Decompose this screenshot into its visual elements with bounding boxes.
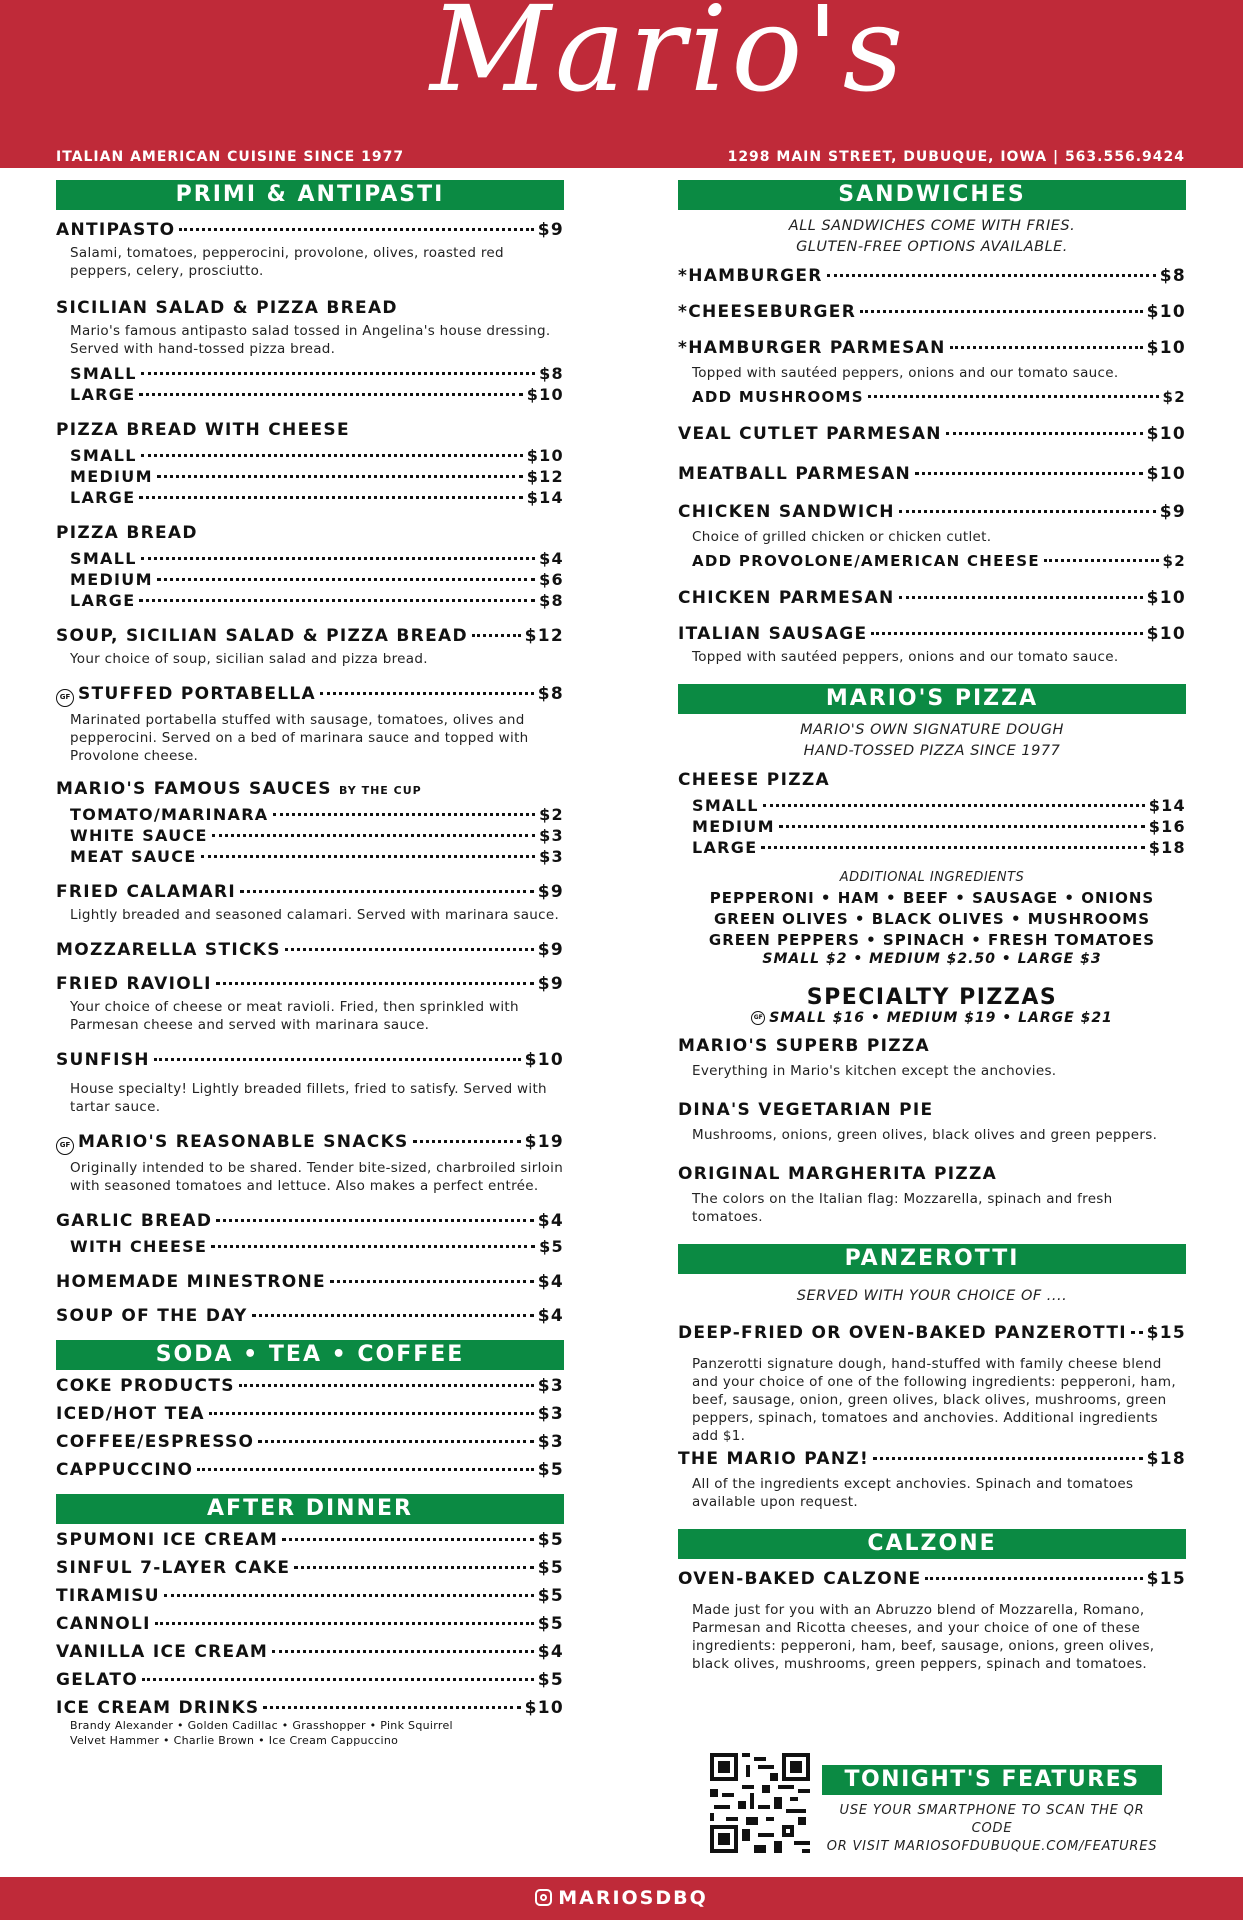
size-option: WHITE SAUCE $3 bbox=[70, 826, 564, 845]
section-primi-title: PRIMI & ANTIPASTI bbox=[56, 180, 564, 210]
item-description: Marinated portabella stuffed with sausage, tomatoes, olives and pepperocini. Served on a bed of marinara sauce and topped with Provolone cheese. bbox=[70, 712, 529, 764]
menu-item: CAPPUCCINO $5 bbox=[56, 1460, 564, 1480]
menu-item: SUNFISH $10 bbox=[56, 1050, 564, 1070]
gluten-free-icon: GF bbox=[56, 1137, 74, 1155]
menu-item: VEAL CUTLET PARMESAN $10 bbox=[678, 424, 1186, 444]
instagram-handle[interactable]: MARIOSDBQ bbox=[558, 1887, 708, 1909]
qr-code[interactable] bbox=[710, 1753, 810, 1853]
section-sandwiches-title: SANDWICHES bbox=[678, 180, 1186, 210]
section-note: SERVED WITH YOUR CHOICE OF .... bbox=[796, 1288, 1068, 1304]
menu-item: COFFEE/ESPRESSO $3 bbox=[56, 1432, 564, 1452]
menu-item-heading: MARIO'S FAMOUS SAUCES BY THE CUP bbox=[56, 779, 422, 799]
menu-item-heading: PIZZA BREAD bbox=[56, 523, 198, 543]
ingredients-list: GREEN PEPPERS • SPINACH • FRESH TOMATOES bbox=[708, 931, 1156, 949]
menu-item: SPUMONI ICE CREAM $5 bbox=[56, 1530, 564, 1550]
menu-item: *HAMBURGER PARMESAN $10 bbox=[678, 338, 1186, 358]
menu-item-heading: CHEESE PIZZA bbox=[678, 770, 830, 790]
size-option: MEDIUM $16 bbox=[692, 817, 1186, 836]
section-drinks-title: SODA • TEA • COFFEE bbox=[56, 1340, 564, 1370]
menu-item: COKE PRODUCTS $3 bbox=[56, 1376, 564, 1396]
menu-item-heading: DINA'S VEGETARIAN PIE bbox=[678, 1100, 934, 1120]
ice-cream-drinks-list: Brandy Alexander • Golden Cadillac • Grasshopper • Pink Squirrel bbox=[70, 1719, 453, 1732]
item-description: Topped with sautéed peppers, onions and our tomato sauce. bbox=[692, 649, 1119, 665]
menu-item: MOZZARELLA STICKS $9 bbox=[56, 940, 564, 960]
menu-item: SOUP, SICILIAN SALAD & PIZZA BREAD $12 bbox=[56, 626, 564, 646]
section-note: HAND-TOSSED PIZZA SINCE 1977 bbox=[803, 743, 1061, 759]
size-option: MEDIUM $12 bbox=[70, 467, 564, 486]
menu-item: THE MARIO PANZ! $18 bbox=[678, 1449, 1186, 1469]
size-option: SMALL $8 bbox=[70, 364, 564, 383]
menu-item: TIRAMISU $5 bbox=[56, 1586, 564, 1606]
address-phone: 1298 MAIN STREET, DUBUQUE, IOWA | 563.556.9424 bbox=[727, 149, 1185, 165]
item-description: Mario's famous antipasto salad tossed in Angelina's house dressing. Served with hand-tossed pizza bread. bbox=[70, 323, 551, 357]
menu-item: ANTIPASTO $9 bbox=[56, 220, 564, 240]
menu-item: MEATBALL PARMESAN $10 bbox=[678, 464, 1186, 484]
menu-item: SINFUL 7-LAYER CAKE $5 bbox=[56, 1558, 564, 1578]
item-description: All of the ingredients except anchovies. Spinach and tomatoes available upon request. bbox=[692, 1476, 1134, 1510]
item-description: House specialty! Lightly breaded fillets, fried to satisfy. Served with tartar sauce. bbox=[70, 1081, 547, 1115]
menu-item: CHICKEN SANDWICH $9 bbox=[678, 502, 1186, 522]
item-description: Your choice of cheese or meat ravioli. Fried, then sprinkled with Parmesan cheese and served with marinara sauce. bbox=[70, 999, 519, 1033]
ingredients-list: GREEN OLIVES • BLACK OLIVES • MUSHROOMS bbox=[714, 910, 1150, 928]
header-banner bbox=[0, 0, 1243, 168]
item-description: Lightly breaded and seasoned calamari. Served with marinara sauce. bbox=[70, 907, 560, 923]
size-option: LARGE $18 bbox=[692, 838, 1186, 857]
size-option: LARGE $14 bbox=[70, 488, 564, 507]
item-description: Originally intended to be shared. Tender bite-sized, charbroiled sirloin with seasoned tomatoes and lettuce. Also makes a perfect entrée. bbox=[70, 1160, 564, 1194]
menu-item-heading: MARIO'S SUPERB PIZZA bbox=[678, 1036, 930, 1056]
footer-banner bbox=[0, 1877, 1243, 1920]
menu-item: FRIED CALAMARI $9 bbox=[56, 882, 564, 902]
specialty-price: GF SMALL $16 • MEDIUM $19 • LARGE $21 bbox=[678, 1010, 1186, 1026]
add-on-option: ADD PROVOLONE/AMERICAN CHEESE $2 bbox=[692, 552, 1186, 570]
menu-item: ICED/HOT TEA $3 bbox=[56, 1404, 564, 1424]
item-description: Mushrooms, onions, green olives, black olives and green peppers. bbox=[692, 1127, 1158, 1143]
menu-item: ICE CREAM DRINKS $10 bbox=[56, 1698, 564, 1718]
size-option: MEAT SAUCE $3 bbox=[70, 847, 564, 866]
left-column bbox=[56, 180, 564, 1748]
section-note: MARIO'S OWN SIGNATURE DOUGH bbox=[800, 722, 1064, 738]
menu-item: HOMEMADE MINESTRONE $4 bbox=[56, 1272, 564, 1292]
section-calzone-title: CALZONE bbox=[678, 1529, 1186, 1559]
item-description: Topped with sautéed peppers, onions and our tomato sauce. bbox=[692, 365, 1119, 381]
add-on-option: ADD MUSHROOMS $2 bbox=[692, 388, 1186, 406]
section-note: GLUTEN-FREE OPTIONS AVAILABLE. bbox=[796, 239, 1068, 255]
menu-item: ITALIAN SAUSAGE $10 bbox=[678, 624, 1186, 644]
section-note: ALL SANDWICHES COME WITH FRIES. bbox=[788, 218, 1076, 234]
menu-item: VANILLA ICE CREAM $4 bbox=[56, 1642, 564, 1662]
instagram-icon[interactable] bbox=[535, 1889, 552, 1906]
right-column bbox=[678, 180, 1186, 1673]
specialty-pizzas-title: SPECIALTY PIZZAS bbox=[806, 985, 1058, 1010]
size-option: SMALL $14 bbox=[692, 796, 1186, 815]
menu-item: OVEN-BAKED CALZONE $15 bbox=[678, 1569, 1186, 1589]
item-description: Salami, tomatoes, pepperocini, provolone, olives, roasted red peppers, celery, prosciutto. bbox=[70, 245, 504, 279]
size-option: LARGE $10 bbox=[70, 385, 564, 404]
menu-item: FRIED RAVIOLI $9 bbox=[56, 974, 564, 994]
marios-logo: Mario's bbox=[430, 0, 908, 118]
features-title: TONIGHT'S FEATURES bbox=[822, 1765, 1162, 1795]
menu-item: GARLIC BREAD $4 bbox=[56, 1211, 564, 1231]
tagline: ITALIAN AMERICAN CUISINE SINCE 1977 bbox=[56, 149, 405, 165]
menu-item: *HAMBURGER $8 bbox=[678, 266, 1186, 286]
size-option: TOMATO/MARINARA $2 bbox=[70, 805, 564, 824]
item-description: The colors on the Italian flag: Mozzarella, spinach and fresh tomatoes. bbox=[692, 1191, 1113, 1225]
item-description: Choice of grilled chicken or chicken cutlet. bbox=[692, 529, 992, 545]
menu-item: GF STUFFED PORTABELLA $8 bbox=[56, 684, 564, 707]
gluten-free-icon: GF bbox=[56, 689, 74, 707]
gluten-free-icon: GF bbox=[751, 1011, 765, 1025]
ingredients-price: SMALL $2 • MEDIUM $2.50 • LARGE $3 bbox=[762, 951, 1102, 967]
size-option: SMALL $4 bbox=[70, 549, 564, 568]
ingredients-list: PEPPERONI • HAM • BEEF • SAUSAGE • ONIONS bbox=[709, 889, 1155, 907]
item-description: Everything in Mario's kitchen except the anchovies. bbox=[692, 1063, 1057, 1079]
menu-item: CANNOLI $5 bbox=[56, 1614, 564, 1634]
menu-item: GELATO $5 bbox=[56, 1670, 564, 1690]
menu-item-heading: SICILIAN SALAD & PIZZA BREAD bbox=[56, 298, 398, 318]
menu-item-heading: PIZZA BREAD WITH CHEESE bbox=[56, 420, 350, 440]
ingredients-title: ADDITIONAL INGREDIENTS bbox=[839, 870, 1025, 885]
size-option: MEDIUM $6 bbox=[70, 570, 564, 589]
menu-item: DEEP-FRIED OR OVEN-BAKED PANZEROTTI $15 bbox=[678, 1323, 1186, 1343]
item-description: Panzerotti signature dough, hand-stuffed with family cheese blend and your choice of one of the following ingredients: pepperoni, ham, beef, sausage, onion, green olives, black olives, mushrooms, green peppers, spinach, tomatoes and anchovies. Additional ingredients add $1. bbox=[692, 1356, 1176, 1444]
section-panzerotti-title: PANZEROTTI bbox=[678, 1244, 1186, 1274]
features-note: USE YOUR SMARTPHONE TO SCAN THE QR CODE OR VISIT MARIOSOFDUBUQUE.COM/FEATURES bbox=[826, 1803, 1158, 1854]
menu-item: SOUP OF THE DAY $4 bbox=[56, 1306, 564, 1326]
ice-cream-drinks-list: Velvet Hammer • Charlie Brown • Ice Cream Cappuccino bbox=[70, 1734, 399, 1747]
menu-item: GF MARIO'S REASONABLE SNACKS $19 bbox=[56, 1132, 564, 1155]
menu-item: CHICKEN PARMESAN $10 bbox=[678, 588, 1186, 608]
size-option: SMALL $10 bbox=[70, 446, 564, 465]
item-description: Your choice of soup, sicilian salad and pizza bread. bbox=[70, 651, 428, 667]
section-pizza-title: MARIO'S PIZZA bbox=[678, 684, 1186, 714]
item-description: Made just for you with an Abruzzo blend of Mozzarella, Romano, Parmesan and Ricotta cheeses, and your choice of one of these ingredients: pepperoni, ham, beef, sausage, onions, green olives, black olives, mushrooms, green peppers, spinach and tomatoes. bbox=[692, 1602, 1155, 1672]
menu-item-heading: ORIGINAL MARGHERITA PIZZA bbox=[678, 1164, 998, 1184]
size-option: WITH CHEESE $5 bbox=[70, 1237, 564, 1256]
section-dessert-title: AFTER DINNER bbox=[56, 1494, 564, 1524]
size-option: LARGE $8 bbox=[70, 591, 564, 610]
menu-item: *CHEESEBURGER $10 bbox=[678, 302, 1186, 322]
